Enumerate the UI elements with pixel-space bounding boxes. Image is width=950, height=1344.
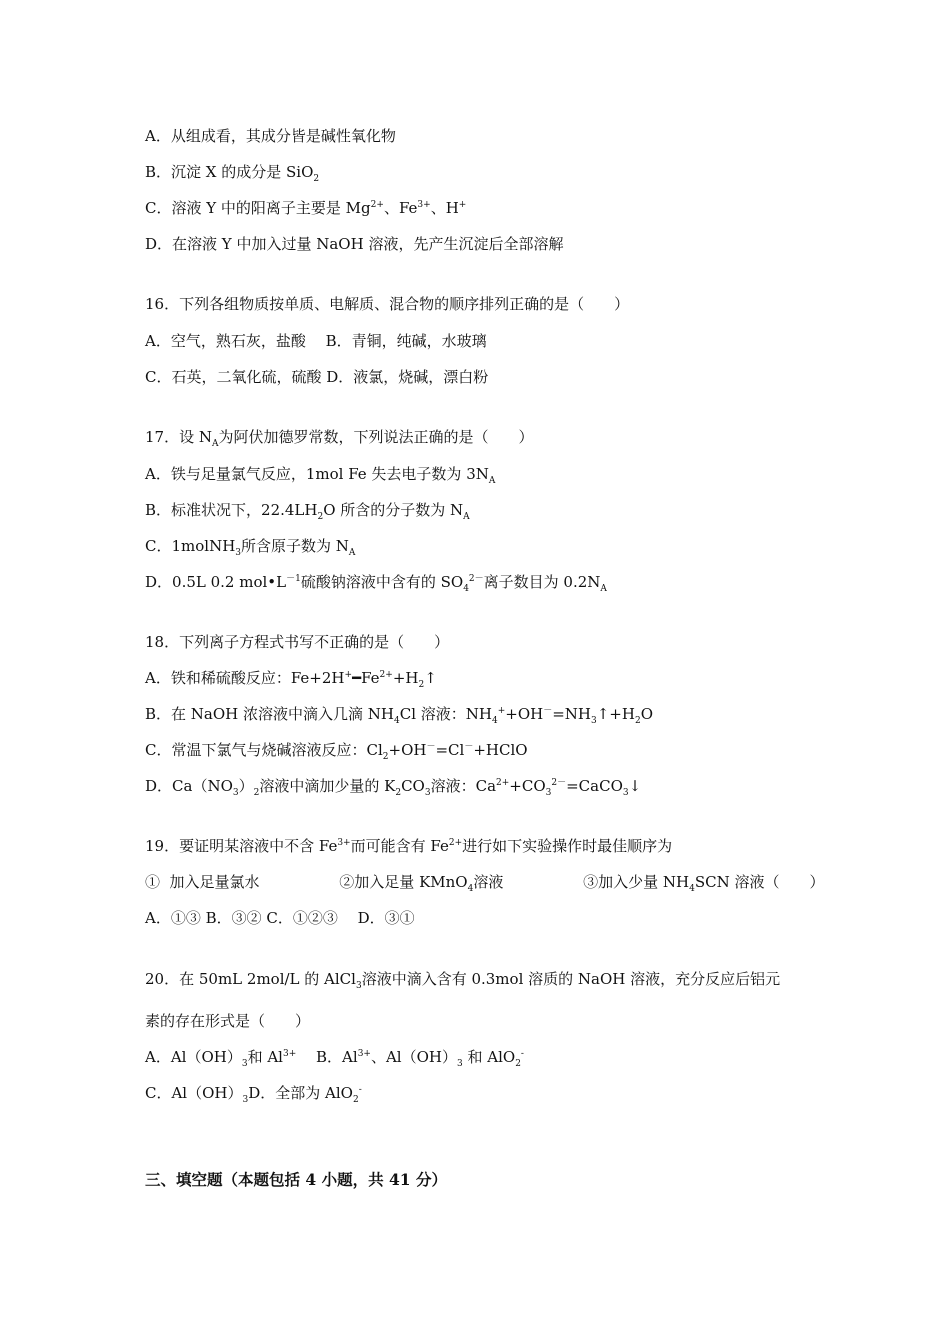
option-line: A．铁和稀硫酸反应：$Fe+2H^+━Fe^{2+}+H_2↑$ [145,669,437,690]
option-line: C．1molNH$_3$所含原子数为 $N_A$ [145,537,356,558]
option-line: C．溶液 Y 中的阳离子主要是 $Mg^{2+}$、$Fe^{3+}$、H+ [145,199,467,217]
question-stem: 20．在 50mL 2mol/L 的 AlCl$_3$溶液中滴入含有 0.3mol 溶质的 NaOH 溶液，充分反应后铝元 [145,970,781,991]
question-stem: 16．下列各组物质按单质、电解质、混合物的顺序排列正确的是（ ） [145,295,630,313]
option-line: D．0.5L 0.2 $mol•L^{-1}$硫酸钠溶液中含有的 $SO_4^{2-}$离子数目为 $0.2N_A$ [145,573,607,594]
question-stem: 17．设 $N_A$为阿伏加德罗常数，下列说法正确的是（ ） [145,428,534,449]
option-line: ① 加入足量氯水 ②加入足量 KMnO$_4$溶液 ③加入少量 $NH_4SCN$ 溶液（ ） [145,873,825,894]
option-line: D．$Ca(NO_3)_2$溶液中滴加少量的 $K_2CO_3$溶液：$Ca^{2+}+CO_3^{2-}=CaCO_3↓$ [145,777,642,798]
option-line: A．空气，熟石灰，盐酸 B．青铜，纯碱，水玻璃 [145,332,487,350]
option-line: A．$Al(OH)_3$和 $Al^{3+}$ B．$Al^{3+}$、$Al(OH)_3$ 和 AlO$_2$- [145,1048,524,1069]
option-line: A．铁与足量氯气反应，1mol Fe 失去电子数为 $3N_A$ [145,465,496,486]
option-line: B．在 NaOH 浓溶液中滴入几滴 $NH_4Cl$ 溶液：$NH_4^++OH^-=NH_3↑+H_2O$ [145,705,653,726]
option-line: B．沉淀 X 的成分是 SiO$_2$ [145,163,320,184]
question-stem: 18．下列离子方程式书写不正确的是（ ） [145,633,450,651]
option-line: A．①③ B．③② C．①②③ D．③① [145,909,415,927]
option-line: D．在溶液 Y 中加入过量 NaOH 溶液，先产生沉淀后全部溶解 [145,235,564,253]
section-heading: 三、填空题（本题包括 4 小题，共 41 分） [145,1170,447,1189]
option-line: B．标准状况下，$22.4LH_2O$ 所含的分子数为 $N_A$ [145,501,470,522]
option-line: 素的存在形式是（ ） [145,1012,311,1030]
option-line: C．石英，二氧化硫，硫酸 D．液氯，烧碱，漂白粉 [145,368,489,386]
option-line: C．常温下氯气与烧碱溶液反应：$Cl_2+OH^-=Cl^-+HClO$ [145,741,528,762]
question-stem: 19．要证明某溶液中不含 $Fe^{3+}$而可能含有 $Fe^{2+}$进行如下实验操作时最佳顺序为 [145,837,673,855]
option-line: C．$Al(OH)_3D$．全部为 AlO$_2$- [145,1084,362,1105]
option-line: A．从组成看，其成分皆是碱性氧化物 [145,127,396,145]
